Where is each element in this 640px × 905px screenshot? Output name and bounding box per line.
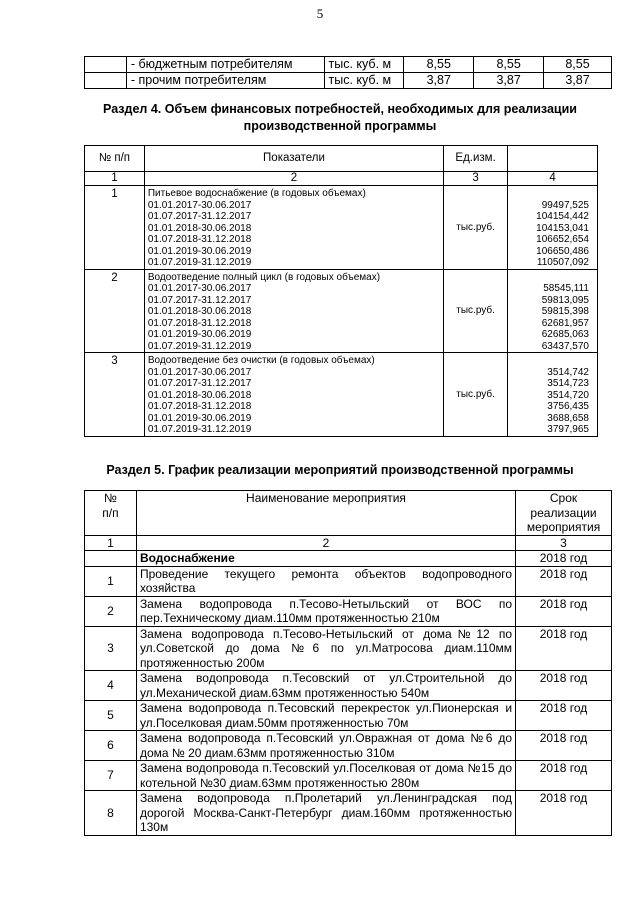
header-num: № п/п: [85, 491, 137, 536]
value: 3797,965: [547, 424, 589, 435]
row-term: 2018 год: [516, 596, 612, 626]
row-term: 2018 год: [516, 761, 612, 791]
table-row: [85, 186, 598, 270]
indicator-title: Питьевое водоснабжение (в годовых объемах): [147, 188, 366, 199]
finance-table: [84, 145, 598, 437]
consumption-table: [84, 56, 612, 89]
period: 01.07.2017-31.12.2017: [147, 211, 252, 222]
group-row: [85, 551, 612, 567]
column-numbers-row: [85, 535, 612, 551]
value: 59815,398: [541, 306, 589, 317]
table-row: [85, 761, 612, 791]
value: 3514,720: [547, 389, 589, 401]
value: 3688,658: [547, 412, 589, 424]
period: 01.01.2019-30.06.2019: [147, 412, 252, 424]
col-number: 2: [144, 172, 443, 186]
row-num: 2: [85, 269, 145, 353]
header-name: Наименование мероприятия: [136, 491, 515, 536]
header-indicator: Показатели: [144, 146, 443, 172]
header-value: [508, 146, 598, 172]
value: 3514,742: [547, 366, 589, 378]
period: 01.07.2018-31.12.2018: [147, 234, 252, 245]
table-header-row: [85, 491, 612, 536]
row-value: 8,55: [474, 57, 544, 73]
col-number: 3: [444, 172, 508, 186]
row-num: 6: [85, 731, 137, 761]
table-row: [85, 73, 612, 89]
table-row: [85, 626, 612, 671]
row-num: 5: [85, 701, 137, 731]
period: 01.07.2018-31.12.2018: [147, 401, 252, 412]
row-unit: тыс.руб.: [444, 269, 508, 353]
value: 62685,063: [541, 329, 589, 340]
value: 58545,111: [543, 283, 589, 294]
row-indicator: [144, 353, 443, 437]
period: 01.01.2018-30.06.2018: [147, 389, 252, 401]
row-value: 8,55: [544, 57, 612, 73]
column-numbers-row: [85, 172, 598, 186]
value: 104153,041: [536, 222, 589, 234]
row-desc: Замена водопровода п.Тесовский ул.Овражная от дома №6 до дома № 20 диам.63мм протяженностью 310м: [136, 731, 515, 761]
row-desc: Замена водопровода п.Тесово-Нетыльский от дома№12 по ул.Советской до дома №6 по ул.Матросова диам.110мм протяженностью 200м: [136, 626, 515, 671]
row-unit: тыс. куб. м: [324, 73, 404, 89]
row-value: 8,55: [404, 57, 474, 73]
value: 3756,435: [547, 401, 589, 412]
row-num: 2: [85, 596, 137, 626]
table-header-row: [85, 146, 598, 172]
value: 110507,092: [536, 257, 589, 268]
row-desc: Замена водопровода п.Тесовский перекресток ул.Пионерская и ул.Поселковая диам.50мм протяженностью 70м: [136, 701, 515, 731]
period: 01.07.2017-31.12.2017: [147, 378, 252, 389]
row-value: 3,87: [404, 73, 474, 89]
value: 104154,442: [536, 211, 589, 222]
value: 63437,570: [541, 340, 589, 352]
value: 62681,957: [541, 317, 589, 329]
row-desc: Замена водопровода п.Тесовский ул.Поселковая от дома №15 до котельной №30 диам.63мм протяженностью 280м: [136, 761, 515, 791]
value: 106652,654: [536, 234, 589, 245]
col-number: 1: [85, 535, 137, 551]
row-desc: Замена водопровода п.Тесово-Нетыльский от ВОС по пер.Техническому диам.110мм протяженностью 210м: [136, 596, 515, 626]
period: 01.01.2018-30.06.2018: [147, 222, 252, 234]
table-row: [85, 791, 612, 836]
row-term: 2018 год: [516, 791, 612, 836]
row-num: 1: [85, 566, 137, 596]
group-title: Водоснабжение: [136, 551, 515, 567]
row-term: 2018 год: [516, 731, 612, 761]
header-num: № п/п: [85, 146, 145, 172]
col-number: 2: [136, 535, 515, 551]
period: 01.07.2017-31.12.2017: [147, 294, 252, 306]
col-number: 4: [508, 172, 598, 186]
row-term: 2018 год: [516, 701, 612, 731]
row-values: [508, 353, 598, 437]
row-num: 1: [85, 186, 145, 270]
group-term: 2018 год: [516, 551, 612, 567]
section4-heading: Раздел 4. Объем финансовых потребностей, необходимых для реализации производственной программы: [103, 102, 577, 133]
table-row: [85, 57, 612, 73]
table-row: [85, 701, 612, 731]
row-value: 3,87: [544, 73, 612, 89]
row-unit: тыс. куб. м: [324, 57, 404, 73]
indicator-title: Водоотведение без очистки (в годовых объемах): [147, 355, 375, 366]
row-values: [508, 186, 598, 270]
period: 01.01.2019-30.06.2019: [147, 329, 252, 340]
header-unit: Ед.изм.: [444, 146, 508, 172]
row-desc: Замена водопровода п.Тесовский от ул.Строительной до ул.Механической диам.63мм протяженностью 540м: [136, 671, 515, 701]
table-row: [85, 269, 598, 353]
indicator-title: Водоотведение полный цикл (в годовых объемах): [147, 271, 381, 283]
row-label: - бюджетным потребителям: [126, 57, 324, 73]
period: 01.07.2018-31.12.2018: [147, 317, 252, 329]
row-term: 2018 год: [516, 566, 612, 596]
table-row: [85, 566, 612, 596]
col-number: 3: [516, 535, 612, 551]
table-row: [85, 353, 598, 437]
row-desc: Замена водопровода п.Пролетарий ул.Ленинградская под дорогой Москва-Санкт-Петербург диам.160мм протяженностью 130м: [136, 791, 515, 836]
value: 106650,486: [536, 245, 589, 257]
row-num: 7: [85, 761, 137, 791]
row-term: 2018 год: [516, 626, 612, 671]
period: 01.07.2019-31.12.2019: [147, 340, 252, 352]
period: 01.01.2017-30.06.2017: [147, 199, 252, 211]
col-number: 1: [85, 172, 145, 186]
period: 01.07.2019-31.12.2019: [147, 257, 252, 268]
table-row: [85, 731, 612, 761]
row-indicator: [144, 269, 443, 353]
row-unit: тыс.руб.: [444, 353, 508, 437]
period: 01.01.2017-30.06.2017: [147, 283, 252, 294]
row-num: 3: [85, 626, 137, 671]
row-label: - прочим потребителям: [126, 73, 324, 89]
value: 99497,525: [541, 199, 589, 211]
value: 59813,095: [541, 294, 589, 306]
row-num: 3: [85, 353, 145, 437]
period: 01.07.2019-31.12.2019: [147, 424, 252, 435]
period: 01.01.2019-30.06.2019: [147, 245, 252, 257]
row-term: 2018 год: [516, 671, 612, 701]
header-term: Срок реализации мероприятия: [516, 491, 612, 536]
row-desc: Проведение текущего ремонта объектов водопроводного хозяйства: [136, 566, 515, 596]
row-value: 3,87: [474, 73, 544, 89]
table-row: [85, 671, 612, 701]
schedule-table: [84, 490, 612, 836]
row-num: 4: [85, 671, 137, 701]
row-values: [508, 269, 598, 353]
period: 01.01.2017-30.06.2017: [147, 366, 252, 378]
section5-heading: Раздел 5. График реализации мероприятий производственной программы: [106, 463, 574, 477]
row-unit: тыс.руб.: [444, 186, 508, 270]
page-number: 5: [316, 6, 324, 21]
period: 01.01.2018-30.06.2018: [147, 306, 252, 317]
row-num: 8: [85, 791, 137, 836]
value: 3514,723: [547, 378, 589, 389]
row-indicator: [144, 186, 443, 270]
table-row: [85, 596, 612, 626]
